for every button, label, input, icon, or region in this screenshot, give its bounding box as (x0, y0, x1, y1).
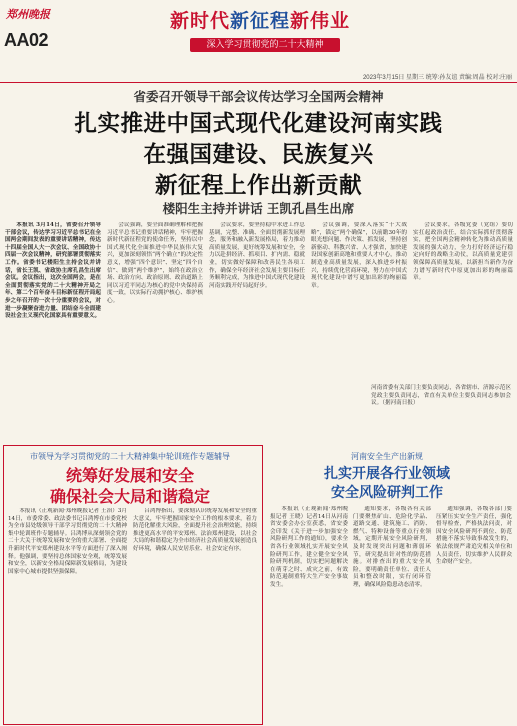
main-byline: 楼阳生主持并讲话 王凯孔昌生出席 (162, 201, 355, 216)
main-article-column-1 (5, 222, 101, 440)
left-article-paragraph-2: 吕鸿博指出，要深刻认识统筹发展和安全的重大意义，牢牢把握国家安全工作的根本要求，着力防范化解重大风险，全面提升社会治理效能，持续推进更高水平的平安郑州、法治郑州建设，以社会大局的和谐稳定为全市经济社会高质量发展创造良好环境，确保人民安居乐业、社会安定有序。 (133, 508, 257, 552)
main-headline-line2: 在强国建设、民族复兴 (143, 142, 374, 168)
newspaper-logo: 郑州晚报 (6, 8, 50, 21)
edition-info: 2023年3月15日 星期三 统筹:孙友谊 责编:周晶 校对:庄丽 (362, 75, 512, 81)
right-article-paragraph-1: 本报讯（正观新闻·郑州晚报记者 王晓）记者14日从河南省安委会办公室获悉，省安委会印发《关于进一步加强安全风险研判工作的通知》，要求全省各行业领域扎实开展安全风险研判工作，建立健全安全风险研判机制，切实把问题解决在萌芽之时、成灾之前，有效防范遏制重特大生产安全事故发生。 (270, 506, 348, 588)
main-article-column-5 (413, 222, 513, 382)
main-headline-line3: 新征程上作出新贡献 (154, 173, 362, 199)
right-article-headline-line2: 安全风险研判工作 (331, 485, 443, 501)
main-article-column-3 (209, 222, 305, 440)
left-article-headline-line2: 确保社会大局和谐稳定 (49, 487, 210, 506)
main-headline-line1: 扎实推进中国式现代化建设河南实践 (74, 111, 443, 137)
left-article-column-1 (8, 508, 127, 718)
right-article-paragraph-2: 通知要求，各级各有关部门要聚焦矿山、危险化学品、道路交通、建筑施工、消防、燃气、特种设备等重点行业领域，定期开展安全风险研判，及时发现突出问题和薄弱环节，研究提出针对性的防范措施。对排查出的重大安全风险，要明确责任单位、责任人员和整改时限，实行闭环管理，确保风险隐患动态清零。 (353, 506, 431, 588)
section-title-part1: 新时代 (169, 10, 230, 32)
right-article-column-3 (436, 506, 512, 718)
left-article-paragraph-1: 本报讯（正观新闻·郑州晚报记者 王治）3月14日，市委常委、政法委书记吕鸿博在市委党校为全市县处级领导干部学习贯彻党的二十大精神集中轮训班作专题辅导。吕鸿博从深刻领会党的二十大关于统筹发展和安全的重大部署、全面提升新时代平安郑州建设水平等方面进行了深入阐释。他强调，要坚持总体国家安全观，统筹发展和安全，以新安全格局保障新发展格局，为建设国家中心城市提供坚强保障。 (8, 508, 127, 575)
main-article-paragraph-1: 本报讯 3月14日，省委召开领导干部会议，传达学习习近平总书记在全国两会期间发表的重要讲话精神，传达十四届全国人大一次会议、全国政协十四届一次会议精神，研究部署贯彻落实工作。省委书记楼阳生主持会议并讲话，省长王凯、省政协主席孔昌生出席会议。会议指出，这次全国两会，是在全面贯彻落实党的二十大精神开局之年、第二个百年奋斗目标新征程开局起步之年召开的一次十分重要的会议，对进一步凝聚奋进力量、团结奋斗全面建设社会主义现代化国家具有重要意义。 (5, 222, 101, 320)
section-title (150, 6, 370, 32)
right-article-column-2 (353, 506, 431, 718)
sub-banner: 深入学习贯彻党的二十大精神 (190, 38, 340, 52)
left-article-kicker: 市领导为学习贯彻党的二十大精神集中轮训班作专题辅导 (30, 452, 230, 461)
main-kicker: 省委召开领导干部会议传达学习全国两会精神 (133, 89, 384, 104)
main-article-paragraph-5: 会议要求，各级党委（党组）要切实扛起政治责任，结合实际抓好贯彻落实，把全国两会精神转化为推动高质量发展的强大动力，全力打好经济运行稳定向好的战略主动仗，以高质量党建引领保障高质量发展，以新担当新作为奋力谱写新时代中原更加出彩的绚丽篇章。 (413, 222, 513, 282)
section-title-part3: 新伟业 (290, 10, 351, 32)
right-article-column-1 (270, 506, 348, 718)
main-article-paragraph-2: 会议强调，要全面准确理解和把握习近平总书记重要讲话精神，牢牢把握新时代新征程党的使命任务，坚持以中国式现代化全面推进中华民族伟大复兴，更加深刻领悟“两个确立”的决定性意义，增强“四个意识”、坚定“四个自信”、做到“两个维护”，始终在政治立场、政治方向、政治原则、政治道路上同以习近平同志为核心的党中央保持高度一致，以实际行动拥护核心、维护核心。 (107, 222, 203, 304)
main-article-closing-note: 河南省委有关部门主要负责同志，各省辖市、济源示范区党政主要负责同志，省直有关单位主要负责同志参加会议。（据河南日报） (371, 385, 511, 407)
left-article-headline-line1: 统筹好发展和安全 (65, 466, 194, 485)
main-article-column-2 (107, 222, 203, 440)
main-article-paragraph-4: 会议强调，要深入落实“十大战略”，锚定“两个确保”，以前瞻30年的眼光想问题、作决策、抓发展，坚持创新驱动、科教兴省、人才强省，加快建设国家创新高地和重要人才中心，推动制造业高质量发展，深入推进乡村振兴，持续优化营商环境，努力在中国式现代化建设中谱写更加出彩的绚丽篇章。 (311, 222, 407, 289)
main-article-paragraph-3: 会议要求，要坚持稳中求进工作总基调，完整、准确、全面贯彻新发展理念，服务和融入新发展格局，着力推动高质量发展，更好统筹发展和安全，全力以赴拼经济、抓项目、扩内需、稳就业，切实做好保障和改善民生各项工作，确保全年经济社会发展主要目标任务顺利完成，为推进中国式现代化建设河南实践开好局起好步。 (209, 222, 305, 289)
left-article-column-2 (133, 508, 257, 718)
header-divider (0, 82, 517, 83)
right-article-kicker: 河南安全生产出新规 (351, 452, 423, 461)
right-article-paragraph-3: 通知强调，各级各部门要压紧压实安全生产责任，强化督导检查，严格执法问责，对因安全风险研判不到位、防范措施不落实导致事故发生的，依法依规严肃追究相关单位和人员责任，切实维护人民群众生命财产安全。 (436, 506, 512, 566)
page-number: AA02 (4, 30, 49, 50)
right-article-headline-line1: 扎实开展各行业领域 (324, 466, 450, 482)
section-title-part2: 新征程 (229, 10, 290, 32)
